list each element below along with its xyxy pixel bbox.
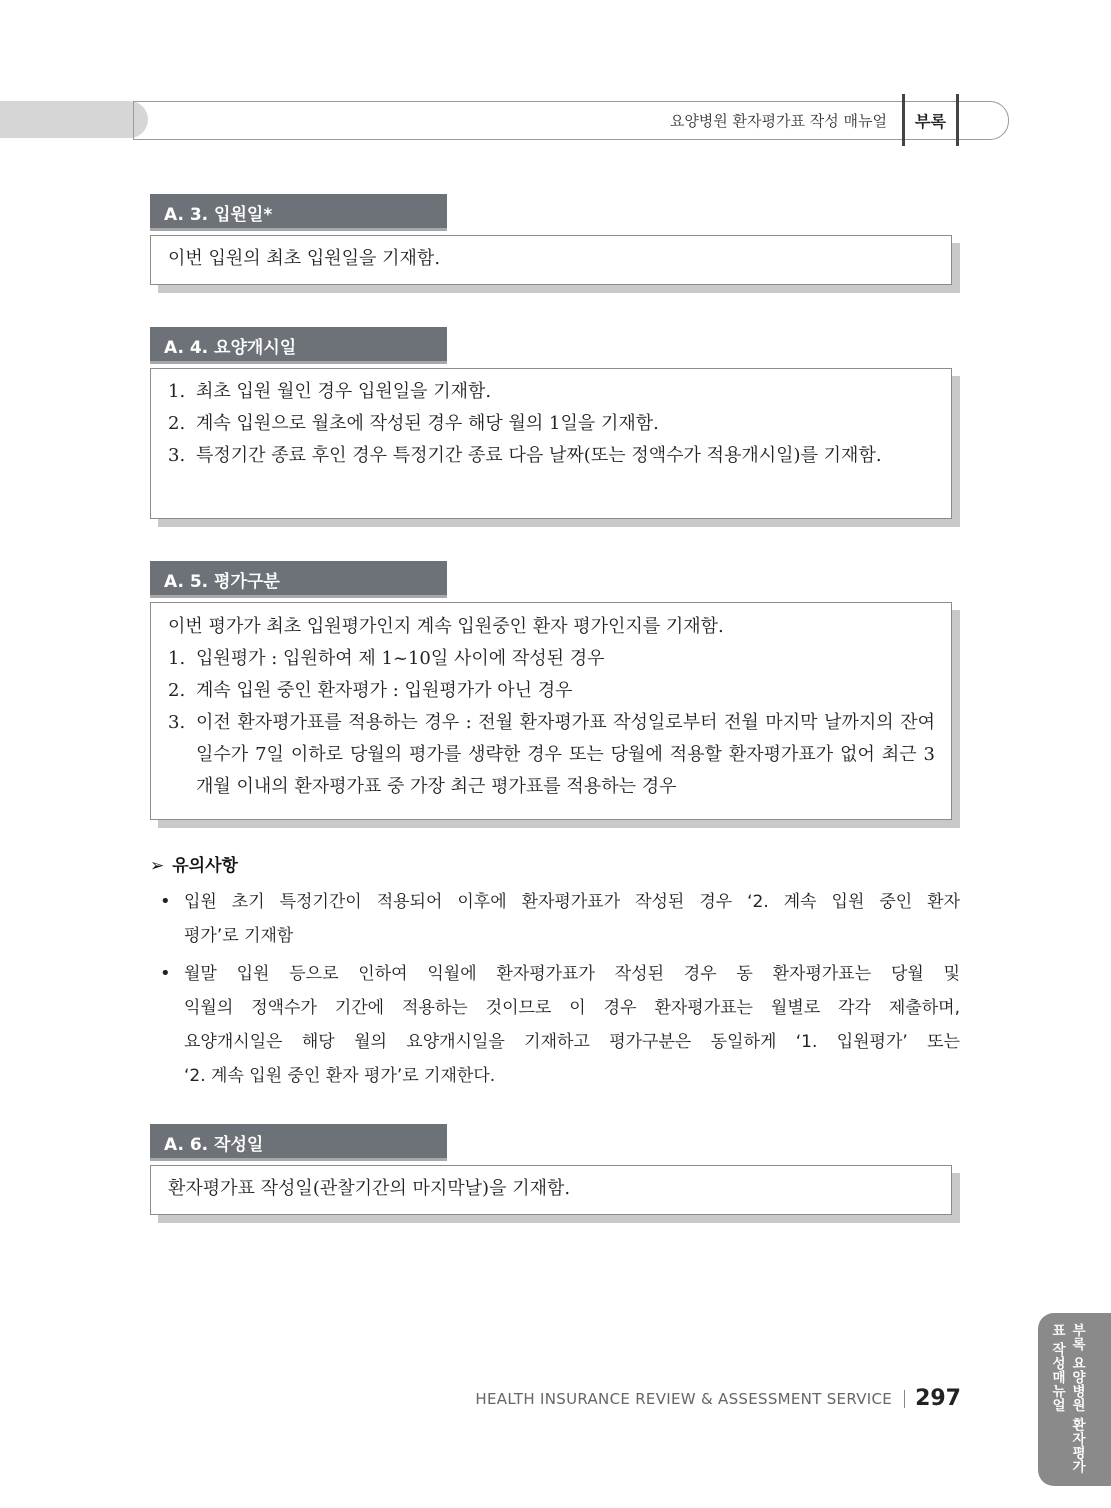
a3-text: 이번 입원의 최초 입원일을 기재함.: [168, 248, 441, 269]
a6-text: 환자평가표 작성일(관찰기간의 마지막날)을 기재함.: [168, 1178, 571, 1199]
section-box-a5: [150, 602, 952, 820]
list-item: 1. 최초 입원 월인 경우 입원일을 기재함.: [168, 381, 492, 402]
header-gray-tab: [0, 101, 148, 138]
header-divider-right: [956, 94, 959, 146]
section-box-a4: [150, 368, 952, 519]
section-title-a3: A. 3. 입원일*: [150, 194, 447, 228]
appendix-label: 부록: [915, 112, 946, 131]
list-item: 3. 이전 환자평가표를 적용하는 경우 : 전월 환자평가표 작성일로부터 전월 마지막 날까지의 잔여일수가 7일 이하로 당월의 평가를 생략한 경우 또는 당월에 적용할 환자평가표가 없어 최근 3개월 이내의 환자평가표 중 가장 최근 평가표를 적용하는 경우: [168, 712, 935, 797]
section-box-a6: [150, 1165, 952, 1215]
section-title-a6: A. 6. 작성일: [150, 1124, 447, 1158]
footer-divider: [904, 1390, 905, 1408]
side-chapter-label: 부록 요양병원 환자평가표 작성매뉴얼: [1049, 1323, 1085, 1474]
a5-intro: 이번 평가가 최초 입원평가인지 계속 입원중인 환자 평가인지를 기재함.: [168, 616, 724, 637]
notes-heading: ➢ 유의사항: [150, 856, 238, 876]
note-bullet: • 입원 초기 특정기간이 적용되어 이후에 환자평가표가 작성된 경우 ‘2. 계속 입원 중인 환자 평가’로 기재함: [160, 885, 960, 953]
list-item: 3. 특정기간 종료 후인 경우 특정기간 종료 다음 날짜(또는 정액수가 적용개시일)를 기재함.: [168, 445, 882, 466]
section-box-a3: [150, 235, 952, 285]
arrow-icon: ➢: [150, 856, 165, 876]
organization-name: HEALTH INSURANCE REVIEW & ASSESSMENT SERVICE: [475, 1389, 893, 1408]
note-bullet: • 월말 입원 등으로 인하여 익월에 환자평가표가 작성된 경우 동 환자평가표는 당월 및 익월의 정액수가 기간에 적용하는 것이므로 이 경우 환자평가표는 월별로 각각 제출하며, 요양개시일은 해당 월의 요양개시일을 기재하고 평가구분은 동일하게 ‘1. 입원평가’ 또는 ‘2. 계속 입원 중인 환자 평가’로 기재한다.: [160, 957, 960, 1093]
bullet-icon: •: [160, 963, 171, 984]
page-footer: [475, 1386, 961, 1411]
section-title-a5: A. 5. 평가구분: [150, 561, 447, 595]
manual-title: 요양병원 환자평가표 작성 매뉴얼: [669, 112, 887, 130]
list-item: 2. 계속 입원 중인 환자평가 : 입원평가가 아닌 경우: [168, 680, 573, 701]
page-number: 297: [915, 1386, 961, 1411]
bullet-icon: •: [160, 891, 171, 912]
list-item: 1. 입원평가 : 입원하여 제 1~10일 사이에 작성된 경우: [168, 648, 605, 669]
section-title-a4: A. 4. 요양개시일: [150, 327, 447, 361]
list-item: 2. 계속 입원으로 월초에 작성된 경우 해당 월의 1일을 기재함.: [168, 413, 659, 434]
